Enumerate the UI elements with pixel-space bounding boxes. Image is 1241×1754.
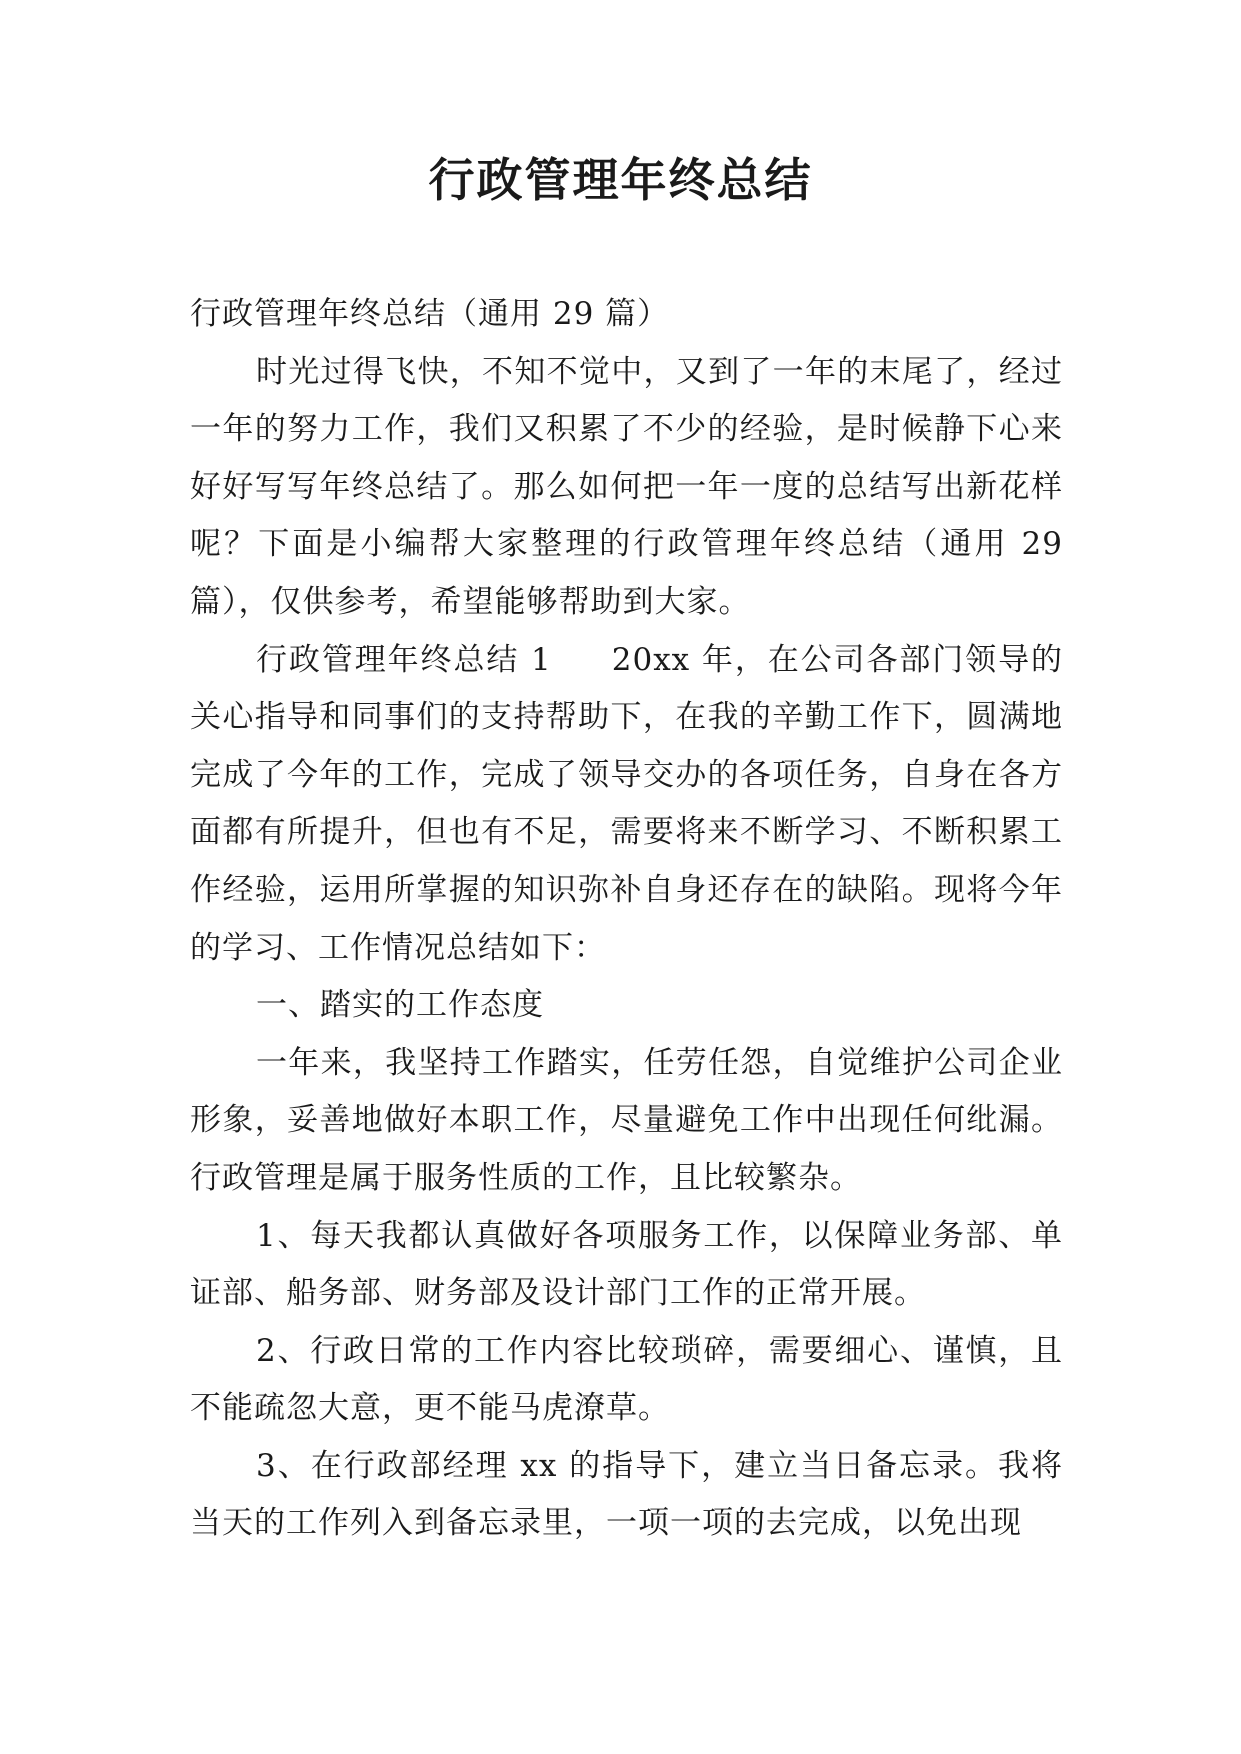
list-item-3: 3、在行政部经理 xx 的指导下，建立当日备忘录。我将当天的工作列入到备忘录里，一项一项的去完成，以免出现 — [190, 1447, 1063, 1542]
document-subtitle: 行政管理年终总结（通用 29 篇） — [190, 296, 670, 332]
section-1-heading: 行政管理年终总结 1 — [256, 641, 552, 678]
section-1-body: 20xx 年，在公司各部门领导的关心指导和同事们的支持帮助下，在我的辛勤工作下，圆满地完成了今年的工作，完成了领导交办的各项任务，自身在各方面都有所提升，但也有不足，需要将来不断学习、不断积累工作经验，运用所掌握的知识弥补自身还存在的缺陷。现将今年的学习、工作情况总结如下： — [190, 641, 1064, 966]
list-item-2: 2、行政日常的工作内容比较琐碎，需要细心、谨慎，且不能疏忽大意，更不能马虎潦草。 — [190, 1332, 1063, 1427]
document-title: 行政管理年终总结 — [428, 153, 813, 207]
attitude-paragraph: 一年来，我坚持工作踏实，任劳任怨，自觉维护公司企业形象，妥善地做好本职工作，尽量避免工作中出现任何纰漏。行政管理是属于服务性质的工作，且比较繁杂。 — [190, 1044, 1063, 1196]
section-1-paragraph — [190, 632, 1063, 978]
document-body — [190, 286, 1063, 1553]
heading-work-attitude: 一、踏实的工作态度 — [256, 987, 544, 1024]
intro-paragraph: 时光过得飞快，不知不觉中，又到了一年的末尾了，经过一年的努力工作，我们又积累了不少的经验，是时候静下心来好好写写年终总结了。那么如何把一年一度的总结写出新花样呢？下面是小编帮大家整理的行政管理年终总结（通用 29 篇），仅供参考，希望能够帮助到大家。 — [190, 353, 1063, 620]
list-item-1: 1、每天我都认真做好各项服务工作，以保障业务部、单证部、船务部、财务部及设计部门工作的正常开展。 — [190, 1217, 1063, 1312]
